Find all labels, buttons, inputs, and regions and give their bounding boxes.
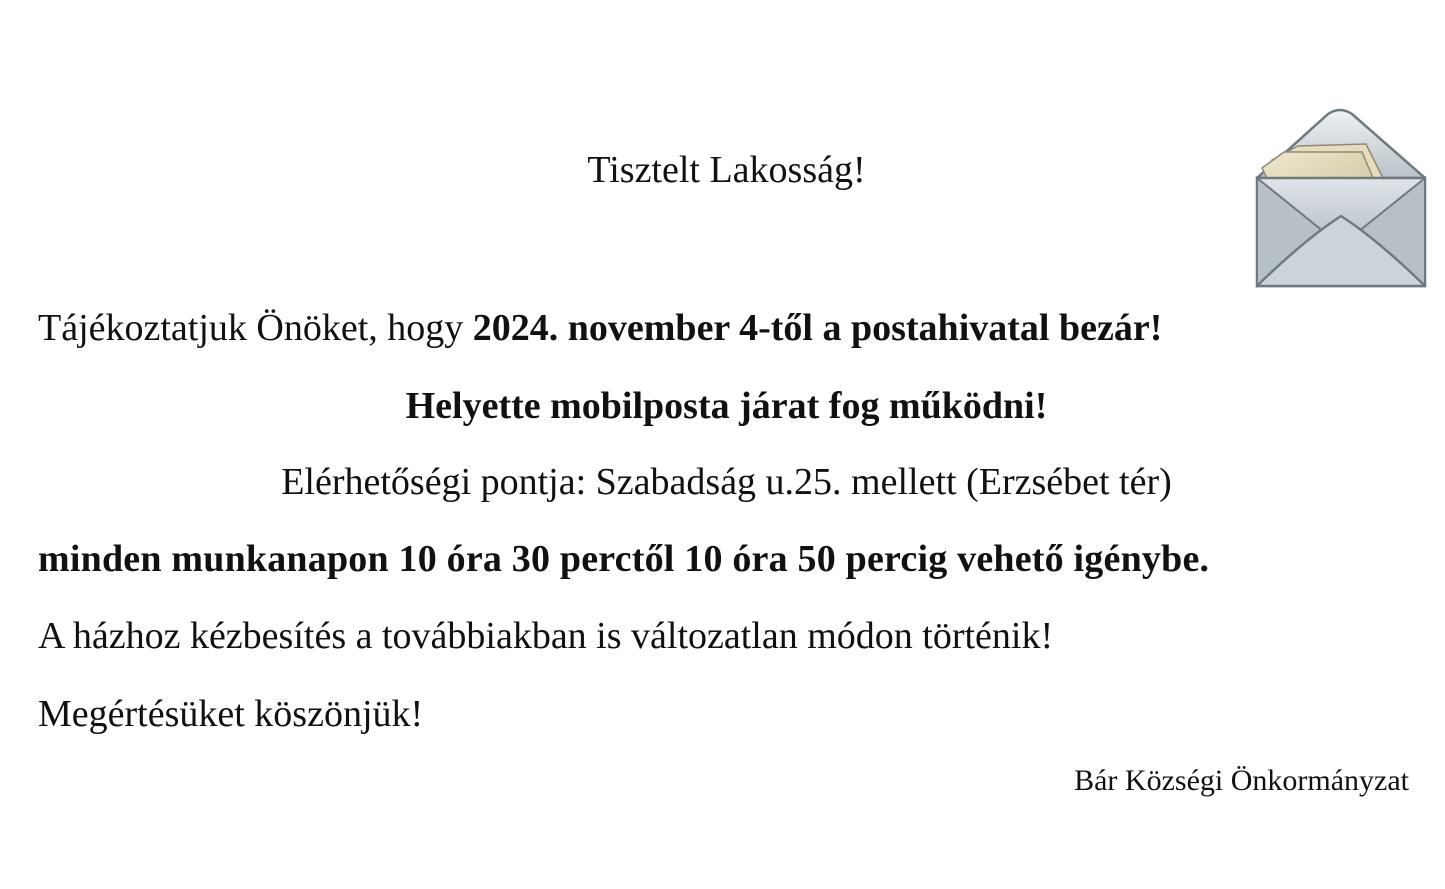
open-envelope-icon	[1254, 108, 1428, 290]
mobile-post-announcement: Helyette mobilposta járat fog működni!	[405, 385, 1048, 427]
service-hours: minden munkanapon 10 óra 30 perctől 10 óra 50 percig vehető igénybe.	[38, 538, 1210, 580]
intro-paragraph	[38, 306, 1162, 350]
home-delivery-note: A házhoz kézbesítés a továbbiakban is változatlan módon történik!	[38, 615, 1054, 657]
signature: Bár Községi Önkormányzat	[1074, 764, 1409, 797]
greeting: Tisztelt Lakosság!	[587, 149, 866, 191]
closing-date-announcement: 2024. november 4-től a postahivatal bezár!	[472, 307, 1163, 349]
intro-text: Tájékoztatjuk Önöket, hogy	[38, 307, 473, 349]
contact-point: Elérhetőségi pontja: Szabadság u.25. mellett (Erzsébet tér)	[281, 461, 1172, 503]
thanks-note: Megértésüket köszönjük!	[38, 693, 424, 735]
